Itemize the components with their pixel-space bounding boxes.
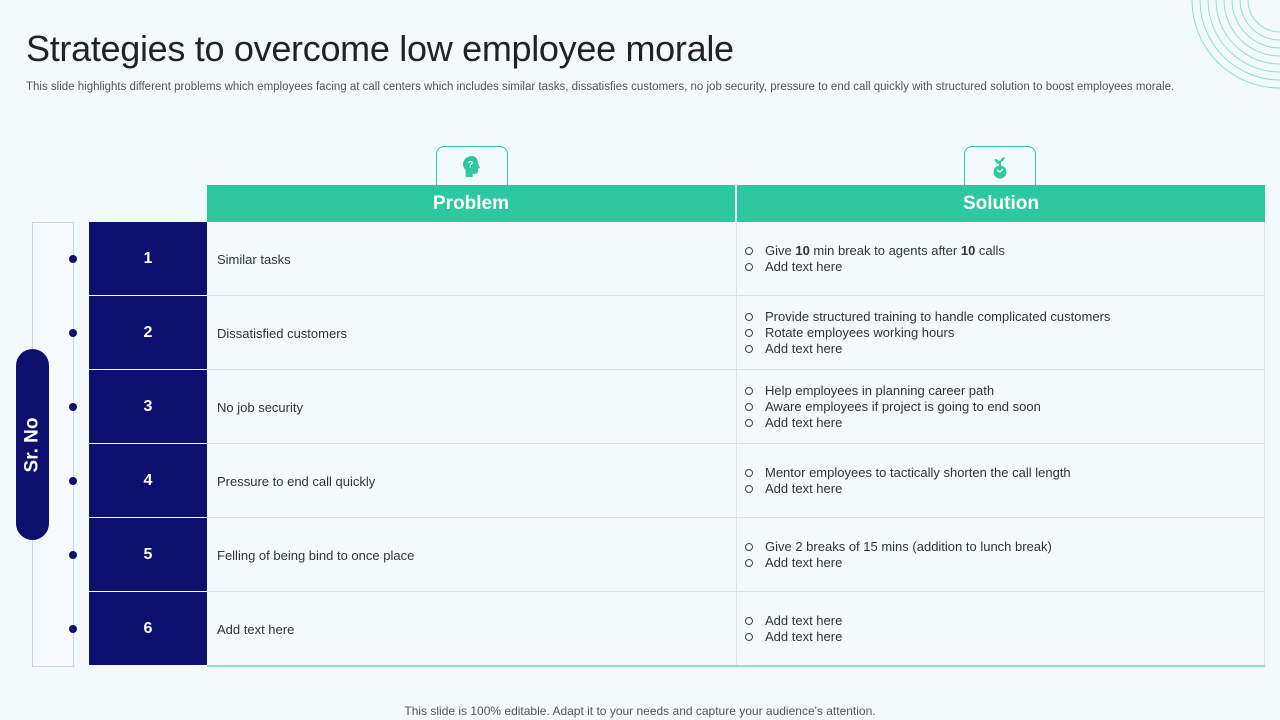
solution-column-header: Solution bbox=[737, 185, 1265, 222]
table-row bbox=[89, 592, 1265, 666]
problem-icon-tab bbox=[436, 146, 508, 186]
plant-growth-icon bbox=[986, 153, 1014, 181]
solution-bullet: Add text here bbox=[745, 259, 1264, 275]
solution-bullet: Add text here bbox=[745, 415, 1264, 431]
row-marker-dot bbox=[69, 551, 77, 559]
solution-cell bbox=[736, 296, 1265, 370]
solution-bullet: Add text here bbox=[745, 629, 1264, 645]
solution-bullet: Mentor employees to tactically shorten the call length bbox=[745, 465, 1264, 481]
row-marker-dot bbox=[69, 625, 77, 633]
solution-bullet: Add text here bbox=[745, 481, 1264, 497]
problem-cell: Add text here bbox=[217, 621, 295, 637]
row-number: 2 bbox=[89, 296, 207, 370]
problem-cell: Similar tasks bbox=[217, 251, 291, 267]
solution-cell bbox=[736, 370, 1265, 444]
row-marker-dot bbox=[69, 403, 77, 411]
problem-column-header: Problem bbox=[207, 185, 735, 222]
solution-cell bbox=[736, 444, 1265, 518]
table-row bbox=[89, 444, 1265, 518]
decorative-rings bbox=[1180, 0, 1280, 90]
page-title: Strategies to overcome low employee morale bbox=[26, 28, 734, 69]
row-number: 5 bbox=[89, 518, 207, 592]
row-marker-dot bbox=[69, 329, 77, 337]
footer-note: This slide is 100% editable. Adapt it to your needs and capture your audience's attention. bbox=[404, 704, 876, 718]
row-number: 3 bbox=[89, 370, 207, 444]
solution-bullet: Give 10 min break to agents after 10 calls bbox=[745, 243, 1264, 259]
solution-bullet: Provide structured training to handle complicated customers bbox=[745, 309, 1264, 325]
page-subtitle: This slide highlights different problems which employees facing at call centers which includes similar tasks, dissatisfies customers, no job security, pressure to end call quickly with structured solution to boost employees morale. bbox=[26, 81, 1175, 93]
problem-cell: Dissatisfied customers bbox=[217, 325, 348, 341]
table-bottom-border bbox=[207, 665, 1265, 667]
solution-bullet: Add text here bbox=[745, 613, 1264, 629]
table-row bbox=[89, 296, 1265, 370]
solution-bullet: Give 2 breaks of 15 mins (addition to lunch break) bbox=[745, 539, 1264, 555]
solution-icon-tab bbox=[964, 146, 1036, 186]
row-marker-dot bbox=[69, 477, 77, 485]
solution-cell bbox=[736, 518, 1265, 592]
brain-question-icon bbox=[458, 153, 486, 181]
solution-bullet: Add text here bbox=[745, 555, 1264, 571]
row-marker-dot bbox=[69, 255, 77, 263]
solution-bullet: Help employees in planning career path bbox=[745, 383, 1264, 399]
sr-no-label: Sr. No bbox=[21, 417, 43, 472]
solution-cell bbox=[736, 222, 1265, 296]
svg-text:?: ? bbox=[467, 159, 474, 169]
row-number: 1 bbox=[89, 222, 207, 296]
table-row bbox=[89, 222, 1265, 296]
table-row bbox=[89, 370, 1265, 444]
problem-cell: No job security bbox=[217, 399, 303, 415]
solution-bullet: Add text here bbox=[745, 341, 1264, 357]
problem-cell: Felling of being bind to once place bbox=[217, 547, 415, 563]
table-row bbox=[89, 518, 1265, 592]
row-number: 6 bbox=[89, 592, 207, 666]
problem-cell: Pressure to end call quickly bbox=[217, 473, 376, 489]
solution-cell bbox=[736, 592, 1265, 666]
sr-no-label-pill bbox=[16, 349, 49, 540]
solution-bullet: Aware employees if project is going to end soon bbox=[745, 399, 1264, 415]
solution-bullet: Rotate employees working hours bbox=[745, 325, 1264, 341]
row-number: 4 bbox=[89, 444, 207, 518]
